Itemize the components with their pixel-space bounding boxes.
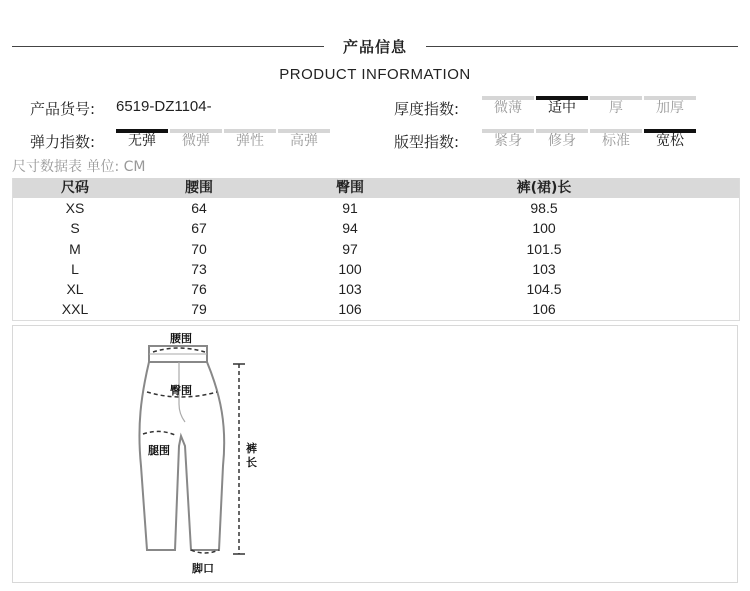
cell-waist: 64 <box>191 200 207 216</box>
cell-hip: 106 <box>338 301 362 318</box>
fit-label: 版型指数: <box>394 133 460 151</box>
fit-option: 修身 <box>536 129 588 151</box>
hem-label: 脚口 <box>192 562 214 575</box>
thickness-label: 厚度指数: <box>394 100 460 118</box>
cell-size: XS <box>65 200 85 216</box>
header-hip: 臀围 <box>336 180 364 196</box>
size-table <box>12 178 740 321</box>
cell-hip: 91 <box>342 200 358 216</box>
cell-length: 106 <box>532 301 556 318</box>
fit-option-selected: 宽松 <box>644 129 696 151</box>
header-length: 裤(裙)长 <box>516 180 572 196</box>
table-row <box>13 279 739 299</box>
thickness-option-selected: 适中 <box>536 96 588 118</box>
cell-length: 103 <box>532 260 556 277</box>
cell-length: 101.5 <box>526 240 562 257</box>
elasticity-option: 高弹 <box>278 129 330 151</box>
product-code-value: 6519-DZ1104- <box>116 98 212 115</box>
measurement-diagram <box>12 325 738 583</box>
table-row <box>13 239 739 259</box>
fit-option: 标准 <box>590 129 642 151</box>
header-waist: 腰围 <box>185 180 213 196</box>
cell-size: M <box>69 240 81 257</box>
elasticity-label: 弹力指数: <box>30 133 96 151</box>
size-table-caption: 尺寸数据表 单位: CM <box>12 159 146 175</box>
cell-waist: 73 <box>191 260 207 277</box>
thickness-option: 厚 <box>590 96 642 118</box>
cell-waist: 67 <box>191 220 207 237</box>
cell-size: L <box>71 260 79 277</box>
pants-outline <box>13 326 737 582</box>
page-subtitle: PRODUCT INFORMATION <box>279 66 471 83</box>
table-row <box>13 259 739 279</box>
table-row <box>13 299 739 319</box>
table-row <box>13 218 739 238</box>
thigh-label: 腿围 <box>148 444 170 457</box>
cell-hip: 103 <box>338 281 362 298</box>
page-title: 产品信息 <box>342 38 407 56</box>
cell-waist: 79 <box>191 301 207 318</box>
thickness-option: 微薄 <box>482 96 534 118</box>
thigh-arrow <box>143 431 177 436</box>
header-size: 尺码 <box>61 180 89 196</box>
cell-hip: 100 <box>338 260 362 277</box>
cell-hip: 97 <box>342 240 358 257</box>
cell-hip: 94 <box>342 220 358 237</box>
size-table-header <box>13 178 739 198</box>
elasticity-option: 微弹 <box>170 129 222 151</box>
cell-waist: 76 <box>191 281 207 298</box>
product-code-label: 产品货号: <box>30 100 96 118</box>
cell-size: S <box>70 220 80 237</box>
elasticity-option-selected: 无弹 <box>116 129 168 151</box>
length-label: 裤长 <box>246 442 257 469</box>
cell-size: XXL <box>61 301 89 318</box>
cell-length: 98.5 <box>530 200 558 216</box>
waist-label: 腰围 <box>170 332 192 345</box>
waist-arrow <box>153 348 205 352</box>
fit-option: 紧身 <box>482 129 534 151</box>
table-row <box>13 198 739 218</box>
hip-label: 臀围 <box>170 384 192 397</box>
elasticity-option: 弹性 <box>224 129 276 151</box>
cell-length: 104.5 <box>526 281 562 298</box>
cell-length: 100 <box>532 220 556 237</box>
cell-waist: 70 <box>191 240 207 257</box>
cell-size: XL <box>66 281 84 298</box>
thickness-option: 加厚 <box>644 96 696 118</box>
